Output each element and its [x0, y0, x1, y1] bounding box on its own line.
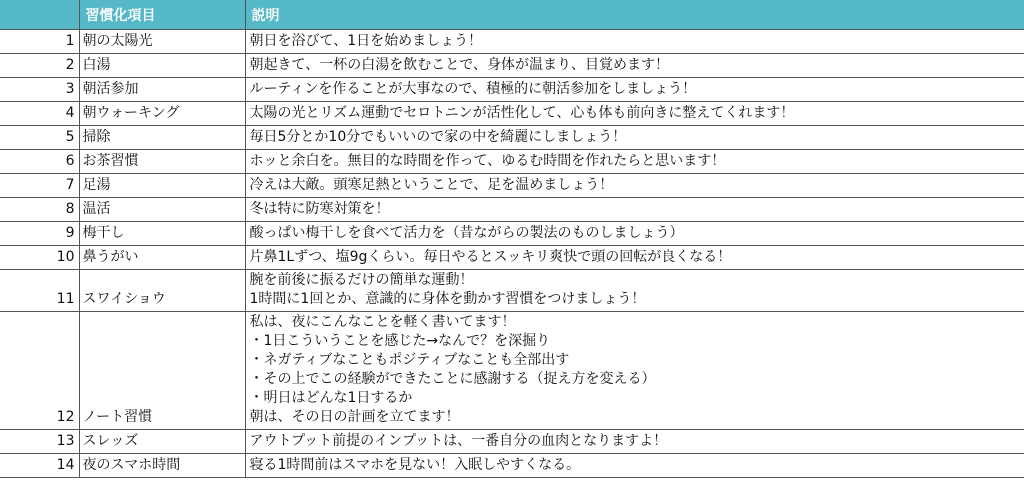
description-line: 腕を前後に振るだけの簡単な運動！	[249, 272, 474, 288]
description-line: 寝る1時間前はスマホを見ない！入眠しやすくなる。	[249, 457, 581, 473]
description-line: ・ネガティブなこともポジティブなことも全部出す	[249, 352, 570, 368]
header-number[interactable]	[0, 0, 79, 30]
description-line: 朝起きて、一杯の白湯を飲むことで、身体が温まり、目覚めます！	[249, 57, 669, 73]
row-number-cell[interactable]: 10	[0, 246, 79, 270]
table-row	[0, 270, 1024, 312]
header-row	[0, 0, 1024, 30]
header-description[interactable]: 説明	[245, 0, 1024, 30]
description-line: ルーティンを作ることが大事なので、積極的に朝活参加をしましょう！	[249, 81, 697, 97]
table-row	[0, 150, 1024, 174]
habit-item-cell[interactable]: 梅干し	[79, 222, 245, 246]
description-line: 毎日5分とか10分でもいいので家の中を綺麗にしましょう！	[249, 129, 627, 145]
row-number-cell[interactable]: 11	[0, 270, 79, 312]
description-cell[interactable]	[245, 30, 1024, 54]
description-cell[interactable]	[245, 246, 1024, 270]
habit-item-cell[interactable]: 夜のスマホ時間	[79, 454, 245, 478]
table-body	[0, 30, 1024, 478]
habit-item-cell[interactable]: 鼻うがい	[79, 246, 245, 270]
table-row	[0, 126, 1024, 150]
row-number-cell[interactable]: 13	[0, 430, 79, 454]
description-line: 酸っぱい梅干しを食べて活力を（昔ながらの製法のものしましょう）	[249, 225, 684, 241]
description-line: 私は、夜にこんなことを軽く書いてます！	[249, 314, 516, 330]
habit-item-cell[interactable]: 白湯	[79, 54, 245, 78]
row-number-cell[interactable]: 5	[0, 126, 79, 150]
table-row	[0, 102, 1024, 126]
habit-item-cell[interactable]: ノート習慣	[79, 312, 245, 430]
row-number-cell[interactable]: 14	[0, 454, 79, 478]
table-row	[0, 30, 1024, 54]
table-row	[0, 54, 1024, 78]
table-row	[0, 246, 1024, 270]
description-cell[interactable]	[245, 174, 1024, 198]
header-habit-item[interactable]: 習慣化項目	[79, 0, 245, 30]
habit-item-cell[interactable]: スレッズ	[79, 430, 245, 454]
row-number-cell[interactable]: 4	[0, 102, 79, 126]
description-line: 冷えは大敵。頭寒足熱ということで、足を温めましょう！	[249, 177, 614, 193]
description-cell[interactable]	[245, 102, 1024, 126]
description-cell[interactable]	[245, 126, 1024, 150]
row-number-cell[interactable]: 6	[0, 150, 79, 174]
description-line: ホッと余白を。無目的な時間を作って、ゆるむ時間を作れたらと思います！	[249, 153, 726, 169]
description-cell[interactable]	[245, 430, 1024, 454]
habit-item-cell[interactable]: 掃除	[79, 126, 245, 150]
habit-item-cell[interactable]: お茶習慣	[79, 150, 245, 174]
description-line: ・明日はどんな1日するか	[249, 390, 413, 406]
description-cell[interactable]	[245, 312, 1024, 430]
description-line: 太陽の光とリズム運動でセロトニンが活性化して、心も体も前向きに整えてくれます！	[249, 105, 795, 121]
table-row	[0, 312, 1024, 430]
table-row	[0, 198, 1024, 222]
row-number-cell[interactable]: 9	[0, 222, 79, 246]
habit-item-cell[interactable]: 足湯	[79, 174, 245, 198]
description-line: アウトプット前提のインプットは、一番自分の血肉となりますよ！	[249, 433, 668, 449]
description-line: ・その上でこの経験ができたことに感謝する（捉え方を変える）	[249, 371, 656, 387]
table-row	[0, 430, 1024, 454]
row-number-cell[interactable]: 12	[0, 312, 79, 430]
description-line: 1時間に1回とか、意識的に身体を動かす習慣をつけましょう！	[249, 291, 646, 307]
table-row	[0, 78, 1024, 102]
description-line: 片鼻1Lずつ、塩9gくらい。毎日やるとスッキリ爽快で頭の回転が良くなる！	[249, 249, 732, 265]
description-cell[interactable]	[245, 270, 1024, 312]
description-line: 朝日を浴びて、1日を始めましょう！	[249, 33, 483, 49]
table-row	[0, 174, 1024, 198]
description-line: 朝は、その日の計画を立てます！	[249, 409, 460, 425]
habit-item-cell[interactable]: スワイショウ	[79, 270, 245, 312]
row-number-cell[interactable]: 1	[0, 30, 79, 54]
description-cell[interactable]	[245, 54, 1024, 78]
description-cell[interactable]	[245, 198, 1024, 222]
description-cell[interactable]	[245, 454, 1024, 478]
row-number-cell[interactable]: 3	[0, 78, 79, 102]
row-number-cell[interactable]: 7	[0, 174, 79, 198]
habit-item-cell[interactable]: 朝の太陽光	[79, 30, 245, 54]
habit-item-cell[interactable]: 朝ウォーキング	[79, 102, 245, 126]
habit-item-cell[interactable]: 朝活参加	[79, 78, 245, 102]
table-row	[0, 222, 1024, 246]
table-row	[0, 454, 1024, 478]
row-number-cell[interactable]: 8	[0, 198, 79, 222]
description-cell[interactable]	[245, 222, 1024, 246]
description-line: 冬は特に防寒対策を！	[249, 201, 390, 217]
description-line: ・1日こういうことを感じた→なんで？を深掘り	[249, 333, 551, 349]
description-cell[interactable]	[245, 150, 1024, 174]
row-number-cell[interactable]: 2	[0, 54, 79, 78]
habit-item-cell[interactable]: 温活	[79, 198, 245, 222]
description-cell[interactable]	[245, 78, 1024, 102]
